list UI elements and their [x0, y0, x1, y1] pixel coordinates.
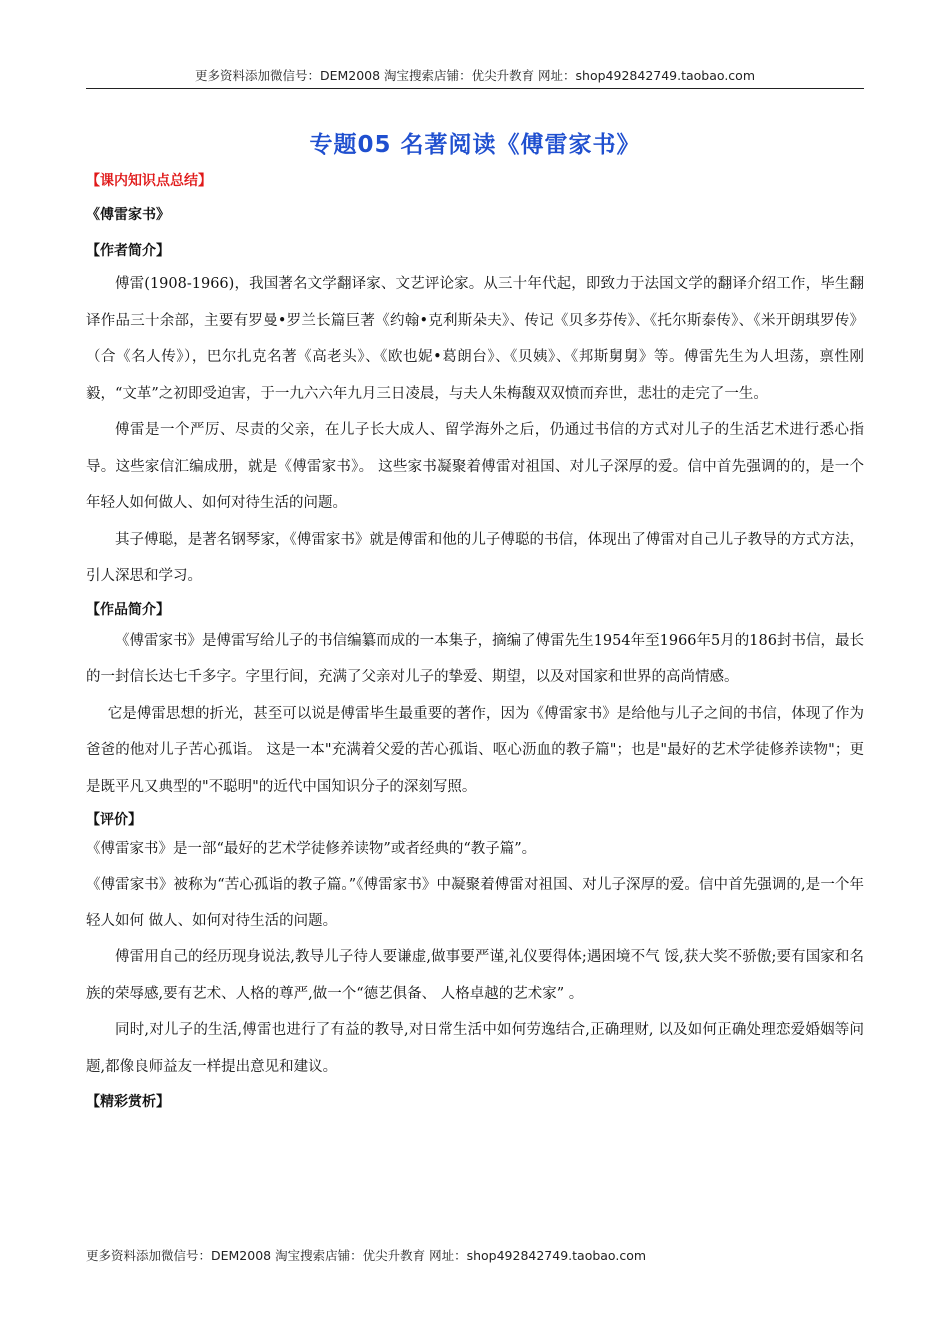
author-paragraph-3: 其子傅聪，是著名钢琴家，《傅雷家书》就是傅雷和他的儿子傅聪的书信，体现出了傅雷对自己儿子教导的方式方法，引人深思和学习。	[86, 531, 864, 584]
author-paragraph-1: 傅雷(1908-1966)，我国著名文学翻译家、文艺评论家。从三十年代起，即致力于法国文学的翻译介绍工作，毕生翻译作品三十余部，主要有罗曼•罗兰长篇巨著《约翰•克利斯朵夫》、传记《贝多芬传》、《托尔斯泰传》、《米开朗琪罗传》（合《名人传》），巴尔扎克名著《高老头》、《欧也妮•葛朗台》、《贝姨》、《邦斯舅舅》等。傅雷先生为人坦荡，禀性刚毅，“文革”之初即受迫害，于一九六六年九月三日凌晨，与夫人朱梅馥双双愤而弃世，悲壮的走完了一生。	[86, 276, 864, 402]
author-paragraph-2: 傅雷是一个严厉、尽责的父亲，在儿子长大成人、留学海外之后，仍通过书信的方式对儿子的生活艺术进行悉心指导。这些家信汇编成册，就是《傅雷家书》。 这些家书凝聚着傅雷对祖国、对儿子深厚的爱。信中首先强调的的，是一个年轻人如何做人、如何对待生活的问题。	[86, 422, 864, 511]
analysis-heading: 【精彩赏析】	[86, 1094, 170, 1110]
page-footer: 更多资料添加微信号：DEM2008 淘宝搜索店铺：优尖升教育 网址：shop492842749.taobao.com	[86, 1248, 647, 1263]
page-header: 更多资料添加微信号：DEM2008 淘宝搜索店铺：优尖升教育 网址：shop492842749.taobao.com	[86, 66, 864, 89]
section-label: 【课内知识点总结】	[86, 173, 212, 189]
work-heading: 【作品简介】	[86, 601, 170, 618]
review-paragraph-2: 《傅雷家书》被称为“苦心孤诣的教子篇。”《傅雷家书》中凝聚着傅雷对祖国、对儿子深厚的爱。信中首先强调的,是一个年轻人如何 做人、如何对待生活的问题。	[86, 877, 864, 929]
book-title-heading: 《傅雷家书》	[86, 207, 170, 223]
review-paragraph-1: 《傅雷家书》是一部“最好的艺术学徒修养读物”或者经典的“教子篇”。	[86, 841, 537, 857]
work-paragraph-2: 它是傅雷思想的折光，甚至可以说是傅雷毕生最重要的著作，因为《傅雷家书》是给他与儿子之间的书信，体现了作为爸爸的他对儿子苦心孤诣。 这是一本"充满着父爱的苦心孤诣、呕心沥血的教子篇"；也是"最好的艺术学徒修养读物"；更是既平凡又典型的"不聪明"的近代中国知识分子的深刻写照。	[86, 705, 864, 795]
work-paragraph-1: 《傅雷家书》是傅雷写给儿子的书信编纂而成的一本集子，摘编了傅雷先生1954年至1966年5月的186封书信，最长的一封信长达七千多字。字里行间，充满了父亲对儿子的挚爱、期望，以及对国家和世界的高尚情感。	[86, 632, 864, 685]
review-heading: 【评价】	[86, 812, 142, 828]
review-paragraph-3: 傅雷用自己的经历现身说法,教导儿子待人要谦虚,做事要严谨,礼仪要得体;遇困境不气 馁,获大奖不骄傲;要有国家和名族的荣辱感,要有艺术、人格的尊严,做一个“德艺俱备、 人格卓越的艺术家” 。	[86, 949, 864, 1002]
review-paragraph-4: 同时,对儿子的生活,傅雷也进行了有益的教导,对日常生活中如何劳逸结合,正确理财, 以及如何正确处理恋爱婚姻等问题,都像良师益友一样提出意见和建议。	[86, 1022, 864, 1075]
document-body	[86, 168, 864, 1111]
author-heading: 【作者简介】	[86, 243, 170, 259]
page-title: 专题05 名著阅读《傅雷家书》	[309, 132, 641, 158]
